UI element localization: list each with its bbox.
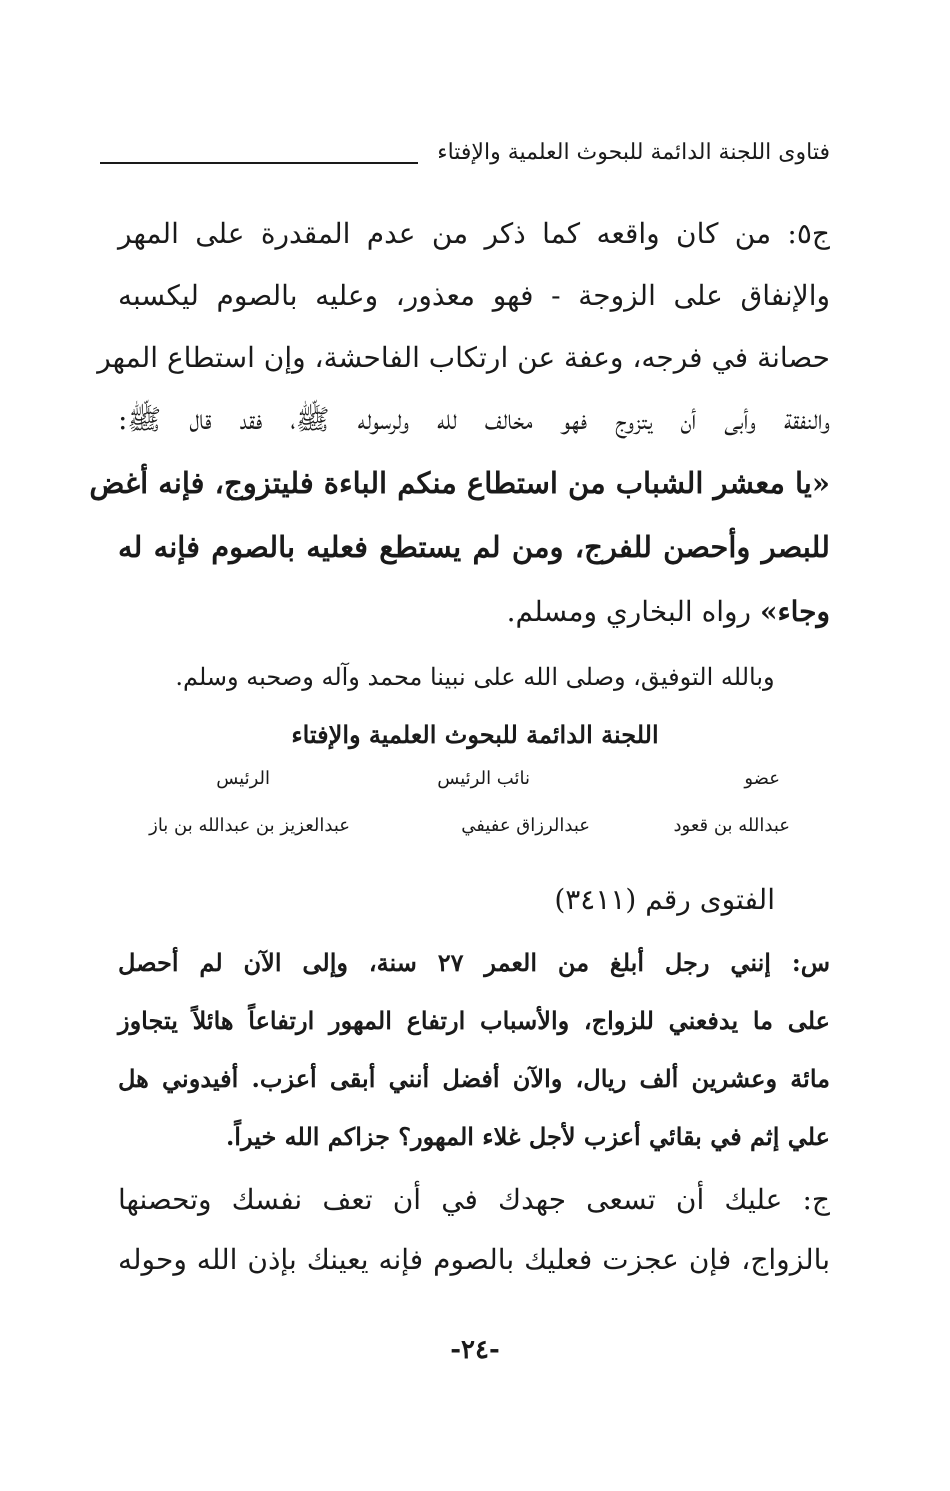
- question-line-2: على ما يدفعني للزواج، والأسباب ارتفاع المهور ارتفاعاً هائلاً يتجاوز: [118, 1006, 830, 1035]
- answer5-line-4: والنفقة وأبى أن يتزوج فهو مخالف لله ولرسوله ﷺ، فقد قال ﷺ:: [118, 403, 830, 436]
- answer-line-1: ج: عليك أن تسعى جهدك في أن تعف نفسك وتحصنها: [118, 1183, 830, 1216]
- closing-text: وبالله التوفيق، وصلى الله على نبينا محمد وآله وصحبه وسلم.: [175, 663, 775, 691]
- page-number: -٢٤-: [450, 1335, 500, 1365]
- role-president: الرئيس: [216, 768, 270, 789]
- name-member: عبدالله بن قعود: [673, 815, 790, 836]
- hadith-line-2: للبصر وأحصن للفرج، ومن لم يستطع فعليه بالصوم فإنه له: [118, 530, 830, 564]
- hadith-end: وجاء»: [759, 595, 830, 628]
- header-rule: [100, 162, 418, 164]
- hadith-line-1: «يا معشر الشباب من استطاع منكم الباءة فليتزوج، فإنه أغض: [89, 466, 830, 500]
- question-line-3: مائة وعشرين ألف ريال، والآن أفضل أنني أبقى أعزب. أفيدوني هل: [118, 1064, 830, 1093]
- answer-line-2: بالزواج، فإن عجزت فعليك بالصوم فإنه يعينك بإذن الله وحوله: [118, 1243, 830, 1276]
- hadith-line-3: [507, 592, 830, 632]
- answer5-line-1: ج٥: من كان واقعه كما ذكر من عدم المقدرة على المهر: [118, 217, 830, 250]
- header-title: فتاوى اللجنة الدائمة للبحوث العلمية والإفتاء: [437, 140, 830, 165]
- question-line-1: س: إنني رجل أبلغ من العمر ٢٧ سنة، وإلى الآن لم أحصل: [118, 948, 830, 977]
- role-member: عضو: [744, 768, 780, 789]
- signature-roles: [130, 768, 790, 798]
- narration-text: رواه البخاري ومسلم.: [506, 595, 760, 628]
- signature-names: [130, 815, 790, 845]
- answer5-line-2: والإنفاق على الزوجة - فهو معذور، وعليه بالصوم ليكسبه: [118, 279, 830, 312]
- question-line-4: علي إثم في بقائي أعزب لأجل غلاء المهور؟ جزاكم الله خيراً.: [225, 1122, 830, 1151]
- committee-name: اللجنة الدائمة للبحوث العلمية والإفتاء: [291, 720, 659, 749]
- fatwa-number: الفتوى رقم (٣٤١١): [554, 883, 775, 916]
- role-vice-president: نائب الرئيس: [437, 768, 530, 789]
- name-vice-president: عبدالرزاق عفيفي: [461, 815, 590, 836]
- running-header: [100, 140, 830, 180]
- name-president: عبدالعزيز بن عبدالله بن باز: [149, 815, 350, 836]
- answer5-line-3: حصانة في فرجه، وعفة عن ارتكاب الفاحشة، وإن استطاع المهر: [97, 341, 830, 374]
